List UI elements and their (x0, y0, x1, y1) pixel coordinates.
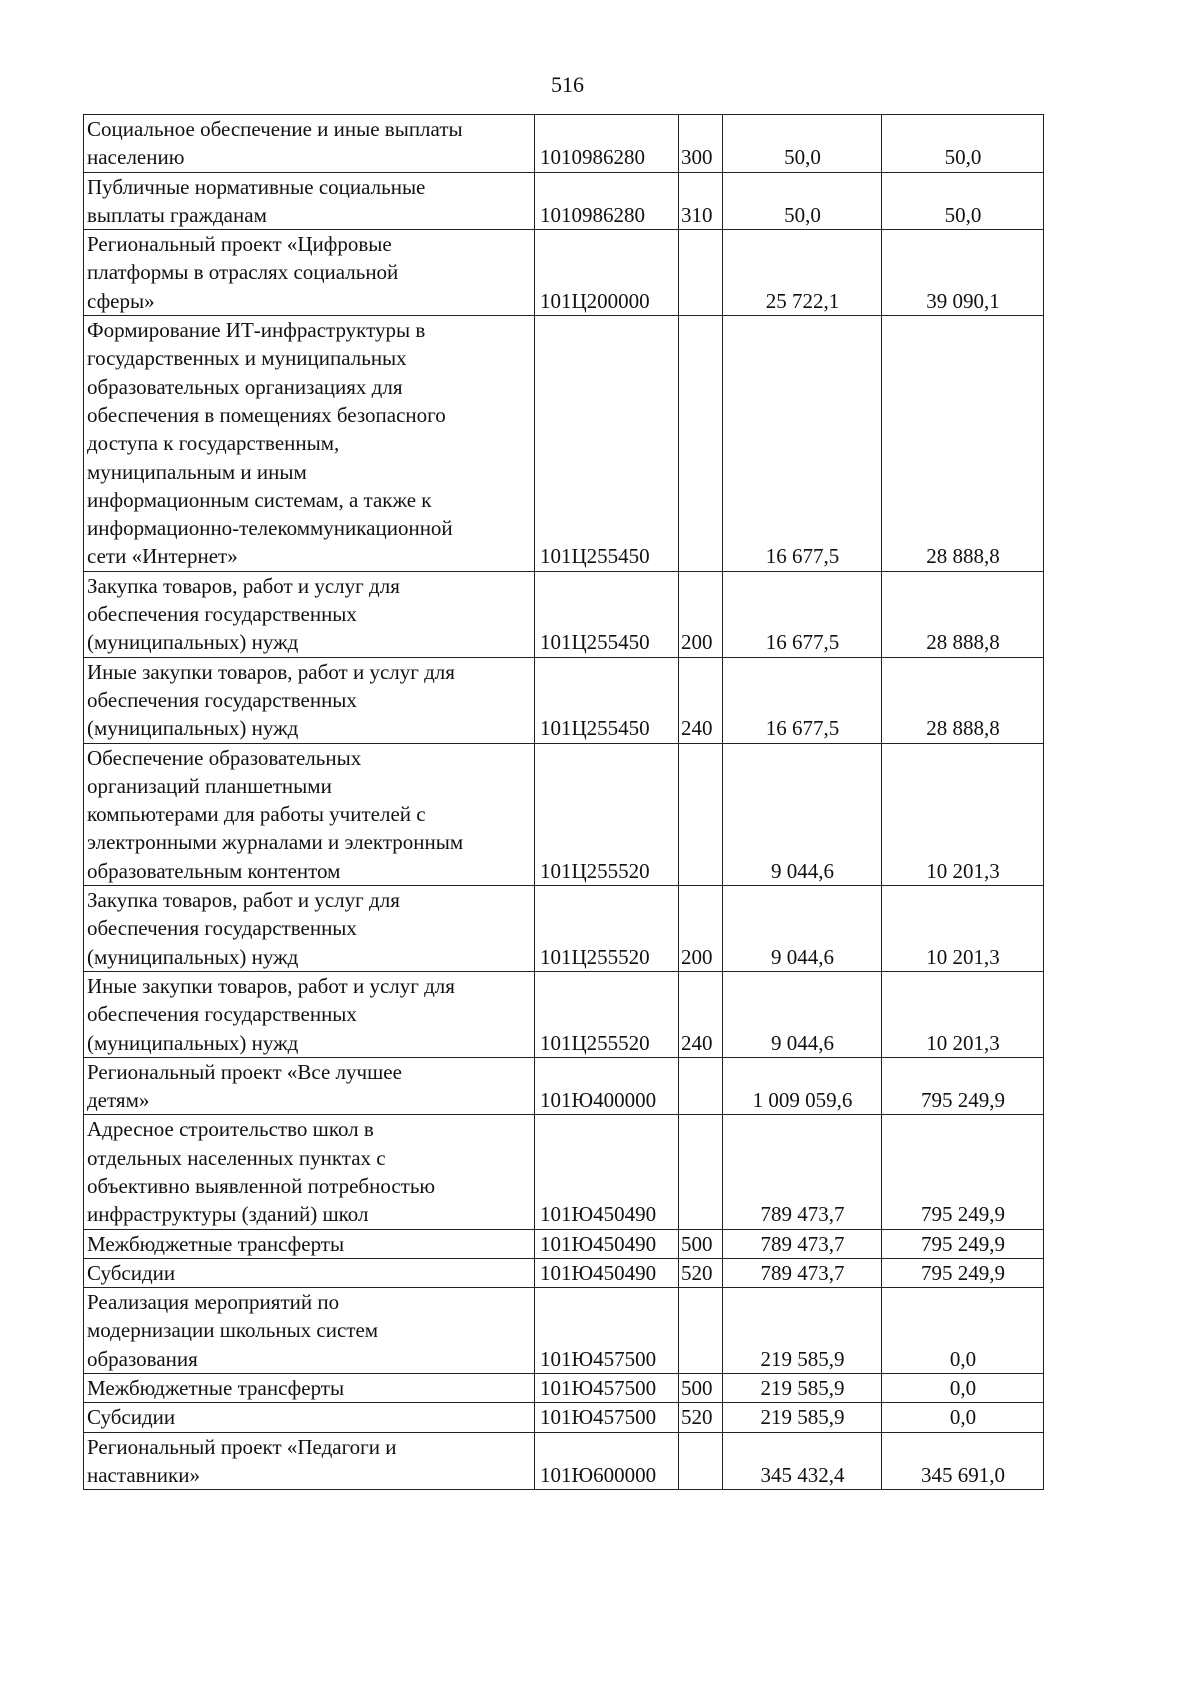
row-amount-1-cell: 9 044,6 (723, 743, 882, 885)
row-name-cell: Межбюджетные трансферты (84, 1374, 535, 1403)
row-amount-1-cell: 9 044,6 (723, 971, 882, 1057)
row-amount-1-cell: 16 677,5 (723, 571, 882, 657)
row-amount-2-cell: 10 201,3 (882, 971, 1044, 1057)
row-amount-2-cell: 10 201,3 (882, 743, 1044, 885)
row-name-cell: Публичные нормативные социальные выплаты гражданам (84, 172, 535, 230)
row-amount-2-cell: 0,0 (882, 1288, 1044, 1374)
row-amount-1-cell: 50,0 (723, 115, 882, 173)
row-amount-1-cell: 219 585,9 (723, 1288, 882, 1374)
row-amount-2-cell: 28 888,8 (882, 657, 1044, 743)
row-amount-2-cell: 28 888,8 (882, 316, 1044, 572)
row-code-cell: 101Ю450490 (535, 1258, 679, 1287)
row-amount-2-cell: 10 201,3 (882, 886, 1044, 972)
row-code-cell: 1010986280 (535, 115, 679, 173)
row-code-cell: 101Ц255520 (535, 886, 679, 972)
row-name-cell: Реализация мероприятий по модернизации школьных систем образования (84, 1288, 535, 1374)
row-amount-2-cell: 795 249,9 (882, 1057, 1044, 1115)
row-amount-1-cell: 16 677,5 (723, 657, 882, 743)
table-row (84, 1258, 1044, 1287)
row-name-cell: Региональный проект «Все лучшее детям» (84, 1057, 535, 1115)
row-code-cell: 101Ц255520 (535, 971, 679, 1057)
row-expense-type-cell (679, 743, 723, 885)
budget-table (83, 114, 1044, 1490)
row-amount-2-cell: 28 888,8 (882, 571, 1044, 657)
row-code-cell: 101Ю457500 (535, 1374, 679, 1403)
row-code-cell: 101Ц255450 (535, 316, 679, 572)
table-row (84, 743, 1044, 885)
row-name-cell: Иные закупки товаров, работ и услуг для обеспечения государственных (муниципальных) нужд (84, 971, 535, 1057)
table-row (84, 230, 1044, 316)
row-name-cell: Обеспечение образовательных организаций планшетными компьютерами для работы учителей с электронными журналами и электронным образовательным контентом (84, 743, 535, 885)
row-code-cell: 101Ю457500 (535, 1403, 679, 1432)
table-row (84, 172, 1044, 230)
row-amount-1-cell: 50,0 (723, 172, 882, 230)
row-amount-2-cell: 39 090,1 (882, 230, 1044, 316)
row-name-cell: Иные закупки товаров, работ и услуг для обеспечения государственных (муниципальных) нужд (84, 657, 535, 743)
table-row (84, 886, 1044, 972)
row-name-cell: Субсидии (84, 1258, 535, 1287)
row-amount-1-cell: 25 722,1 (723, 230, 882, 316)
row-expense-type-cell: 200 (679, 886, 723, 972)
row-code-cell: 101Ю450490 (535, 1115, 679, 1229)
row-expense-type-cell: 520 (679, 1403, 723, 1432)
row-expense-type-cell: 200 (679, 571, 723, 657)
row-amount-1-cell: 9 044,6 (723, 886, 882, 972)
row-expense-type-cell: 240 (679, 657, 723, 743)
table-row (84, 316, 1044, 572)
table-row (84, 1288, 1044, 1374)
table-row (84, 657, 1044, 743)
table-row (84, 1115, 1044, 1229)
table-row (84, 571, 1044, 657)
table-row (84, 1374, 1044, 1403)
row-amount-1-cell: 789 473,7 (723, 1229, 882, 1258)
row-amount-1-cell: 16 677,5 (723, 316, 882, 572)
row-expense-type-cell (679, 1057, 723, 1115)
row-expense-type-cell: 300 (679, 115, 723, 173)
row-amount-1-cell: 345 432,4 (723, 1432, 882, 1490)
row-name-cell: Межбюджетные трансферты (84, 1229, 535, 1258)
row-code-cell: 101Ц255450 (535, 571, 679, 657)
row-amount-2-cell: 50,0 (882, 172, 1044, 230)
row-amount-2-cell: 0,0 (882, 1374, 1044, 1403)
row-name-cell: Субсидии (84, 1403, 535, 1432)
row-amount-2-cell: 795 249,9 (882, 1115, 1044, 1229)
row-amount-2-cell: 50,0 (882, 115, 1044, 173)
table-row (84, 1057, 1044, 1115)
row-name-cell: Социальное обеспечение и иные выплаты населению (84, 115, 535, 173)
row-expense-type-cell (679, 230, 723, 316)
row-amount-1-cell: 789 473,7 (723, 1258, 882, 1287)
row-code-cell: 1010986280 (535, 172, 679, 230)
row-code-cell: 101Ю450490 (535, 1229, 679, 1258)
row-expense-type-cell (679, 1115, 723, 1229)
row-expense-type-cell: 240 (679, 971, 723, 1057)
row-code-cell: 101Ц255450 (535, 657, 679, 743)
row-code-cell: 101Ц255520 (535, 743, 679, 885)
row-amount-2-cell: 345 691,0 (882, 1432, 1044, 1490)
row-code-cell: 101Ю400000 (535, 1057, 679, 1115)
row-name-cell: Формирование ИТ-инфраструктуры в государственных и муниципальных образовательных организациях для обеспечения в помещениях безопасного доступа к государственным, муниципальным и иным информационным системам, а также к информационно-телекоммуникационной сети «Интернет» (84, 316, 535, 572)
row-name-cell: Региональный проект «Цифровые платформы в отраслях социальной сферы» (84, 230, 535, 316)
table-row (84, 115, 1044, 173)
row-expense-type-cell: 310 (679, 172, 723, 230)
row-amount-2-cell: 0,0 (882, 1403, 1044, 1432)
row-expense-type-cell (679, 316, 723, 572)
row-name-cell: Закупка товаров, работ и услуг для обеспечения государственных (муниципальных) нужд (84, 571, 535, 657)
row-expense-type-cell (679, 1432, 723, 1490)
row-expense-type-cell: 520 (679, 1258, 723, 1287)
row-name-cell: Закупка товаров, работ и услуг для обеспечения государственных (муниципальных) нужд (84, 886, 535, 972)
row-expense-type-cell: 500 (679, 1229, 723, 1258)
row-amount-2-cell: 795 249,9 (882, 1258, 1044, 1287)
row-expense-type-cell: 500 (679, 1374, 723, 1403)
row-amount-2-cell: 795 249,9 (882, 1229, 1044, 1258)
row-amount-1-cell: 219 585,9 (723, 1403, 882, 1432)
table-row (84, 1403, 1044, 1432)
table-row (84, 1432, 1044, 1490)
table-row (84, 971, 1044, 1057)
row-name-cell: Адресное строительство школ в отдельных населенных пунктах с объективно выявленной потребностью инфраструктуры (зданий) школ (84, 1115, 535, 1229)
row-amount-1-cell: 789 473,7 (723, 1115, 882, 1229)
row-code-cell: 101Ю457500 (535, 1288, 679, 1374)
row-expense-type-cell (679, 1288, 723, 1374)
row-amount-1-cell: 219 585,9 (723, 1374, 882, 1403)
row-name-cell: Региональный проект «Педагоги и наставники» (84, 1432, 535, 1490)
row-code-cell: 101Ц200000 (535, 230, 679, 316)
table-row (84, 1229, 1044, 1258)
page-number: 516 (551, 72, 584, 97)
row-code-cell: 101Ю600000 (535, 1432, 679, 1490)
row-amount-1-cell: 1 009 059,6 (723, 1057, 882, 1115)
